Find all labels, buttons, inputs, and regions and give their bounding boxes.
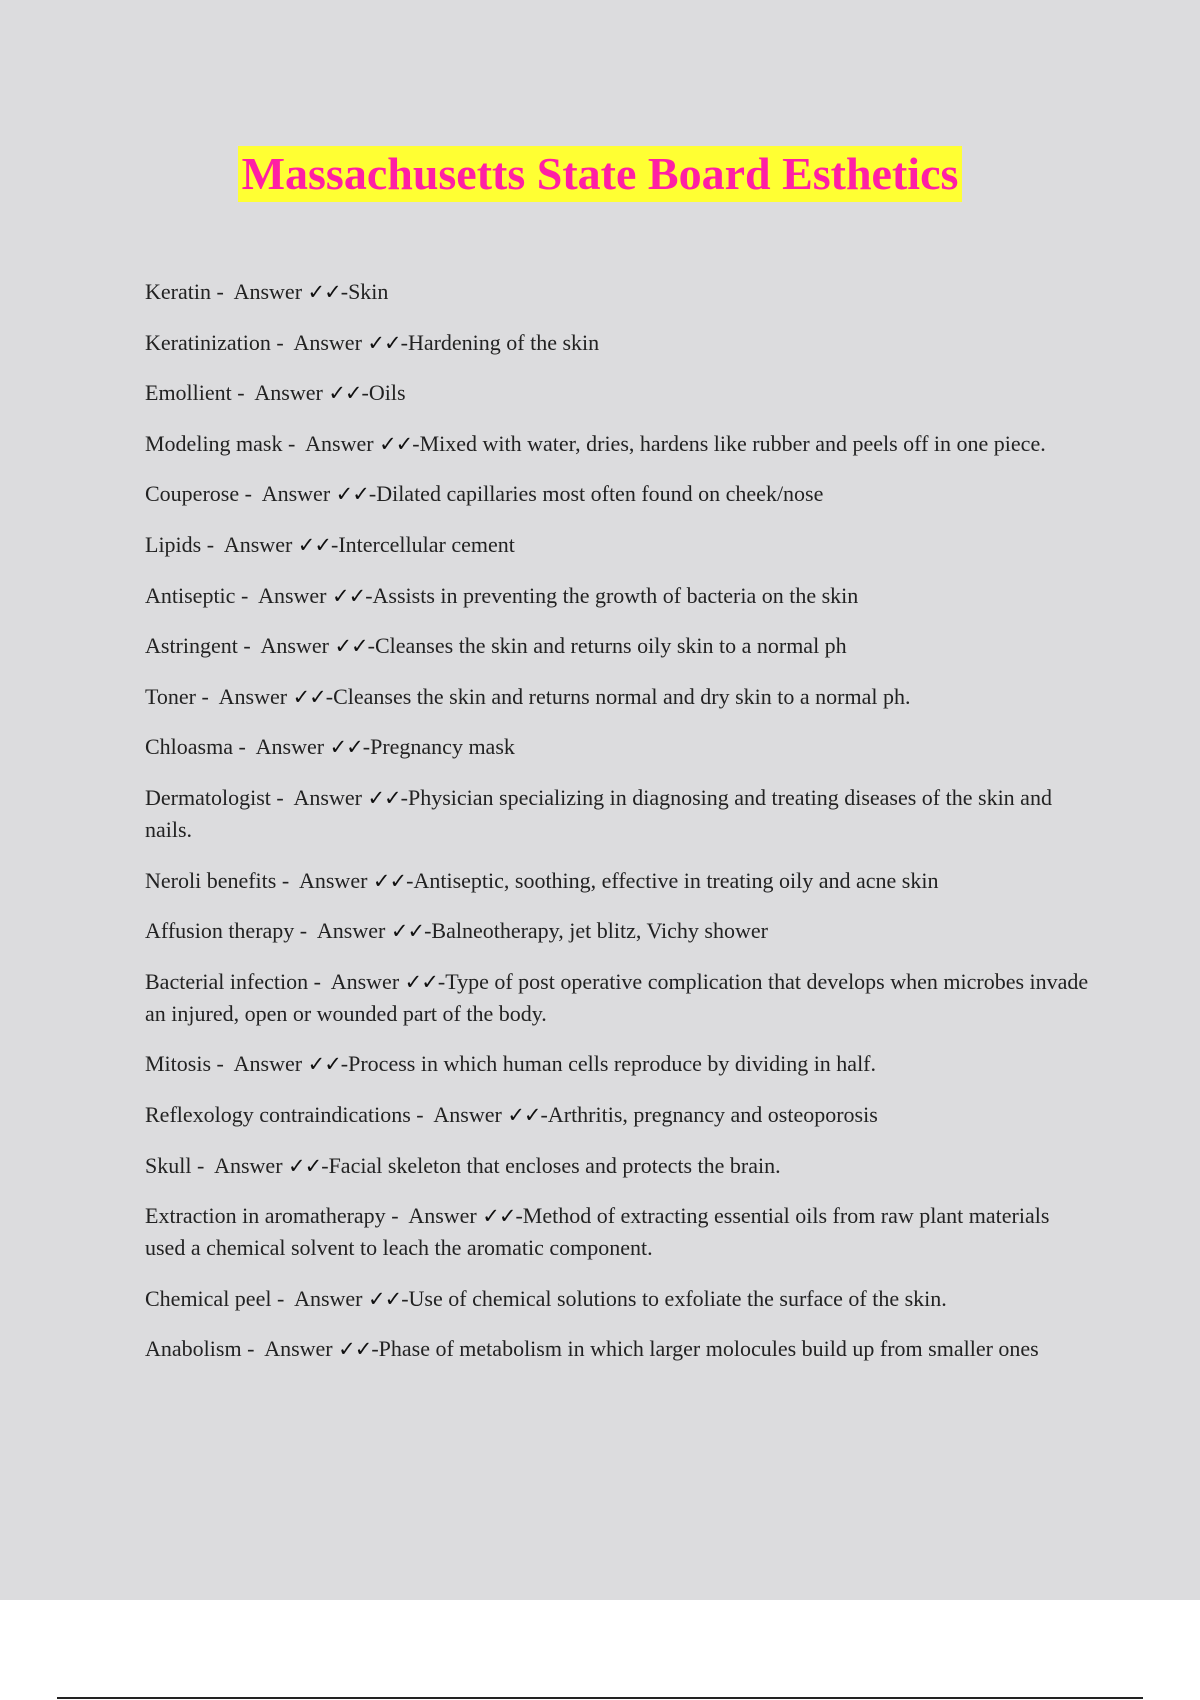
qa-item: Emollient - Answer ✓✓-Oils (145, 380, 406, 406)
qa-item: Dermatologist - Answer ✓✓-Physician specializing in diagnosing and treating diseases of the skin and nails. (145, 784, 1052, 842)
qa-answer: Process in which human cells reproduce by dividing in half. (348, 1051, 877, 1077)
double-check-icon: ✓✓ (404, 969, 438, 994)
qa-answer: Antiseptic, soothing, effective in treating oily and acne skin (413, 867, 939, 893)
answer-label: Answer (305, 430, 374, 456)
qa-term: Emollient (145, 380, 232, 406)
qa-term: Extraction in aromatherapy (145, 1203, 386, 1229)
qa-separator: - (270, 784, 294, 810)
answer-label: Answer (293, 329, 362, 355)
qa-item: Couperose - Answer ✓✓-Dilated capillaries most often found on cheek/nose (145, 481, 824, 507)
double-check-icon: ✓✓ (379, 431, 413, 456)
qa-answer: Facial skeleton that encloses and protects the brain. (328, 1152, 781, 1178)
qa-item: Keratinization - Answer ✓✓-Hardening of the skin (145, 329, 600, 355)
double-check-icon: ✓✓ (372, 868, 407, 893)
qa-answer: Assists in preventing the growth of bacteria on the skin (372, 582, 859, 608)
qa-separator: - (308, 968, 331, 994)
answer-label: Answer (298, 867, 368, 893)
qa-term: Keratinization (145, 329, 271, 355)
double-check-icon: ✓✓ (482, 1204, 516, 1229)
qa-item: Neroli benefits - Answer ✓✓-Antiseptic, soothing, effective in treating oily and acne skin (145, 867, 939, 893)
answer-label: Answer (214, 1152, 283, 1178)
qa-term: Mitosis (145, 1051, 212, 1077)
qa-answer: Pregnancy mask (370, 734, 515, 760)
qa-term: Toner (145, 683, 196, 709)
qa-answer: Intercellular cement (338, 531, 515, 557)
qa-term: Bacterial infection (145, 968, 309, 994)
answer-label: Answer (316, 918, 386, 944)
footer-divider (57, 1697, 1143, 1699)
qa-item: Antiseptic - Answer ✓✓-Assists in preventing the growth of bacteria on the skin (145, 582, 859, 608)
answer-label: Answer (330, 968, 400, 994)
qa-answer: Cleanses the skin and returns normal and dry skin to a normal ph. (333, 683, 911, 709)
double-check-icon: ✓✓ (368, 1286, 402, 1311)
double-check-icon: ✓✓ (307, 280, 341, 304)
qa-answer: Use of chemical solutions to exfoliate the surface of the skin. (408, 1285, 947, 1311)
double-check-icon: ✓✓ (297, 532, 331, 557)
qa-separator: - (270, 329, 294, 355)
qa-answer: Mixed with water, dries, hardens like rubber and peels off in one piece. (419, 430, 1046, 456)
double-check-icon: ✓✓ (288, 1153, 322, 1178)
answer-label: Answer (233, 279, 303, 304)
qa-answer: Balneotherapy, jet blitz, Vichy shower (431, 918, 768, 944)
answer-label: Answer (294, 1285, 363, 1311)
answer-label: Answer (255, 734, 325, 760)
qa-answer: Phase of metabolism in which larger molocules build up from smaller ones (378, 1336, 1039, 1362)
answer-label: Answer (408, 1203, 477, 1229)
qa-item: Anabolism - Answer ✓✓-Phase of metabolism in which larger molocules build up from smaller ones (145, 1336, 1039, 1362)
answer-label: Answer (260, 633, 329, 659)
qa-separator: - (231, 380, 255, 406)
qa-term: Antiseptic (145, 582, 236, 608)
qa-separator: - (211, 1051, 234, 1077)
qa-item: Affusion therapy - Answer ✓✓-Balneotherapy, jet blitz, Vichy shower (145, 918, 768, 944)
qa-item: Extraction in aromatherapy - Answer ✓✓-Method of extracting essential oils from raw plant materials used a chemical solvent to leach the aromatic component. (145, 1203, 1050, 1261)
qa-term: Anabolism (145, 1336, 242, 1362)
answer-label: Answer (264, 1336, 333, 1362)
double-check-icon: ✓✓ (329, 735, 363, 760)
double-check-icon: ✓✓ (332, 583, 366, 608)
answer-label: Answer (261, 481, 331, 507)
qa-separator: - (237, 633, 261, 659)
qa-separator: - (196, 683, 219, 709)
qa-term: Dermatologist (145, 784, 271, 810)
qa-answer: Arthritis, pregnancy and osteoporosis (547, 1101, 878, 1127)
qa-separator: - (294, 918, 317, 944)
title-container (0, 146, 1200, 202)
qa-term: Couperose (145, 481, 240, 507)
qa-separator: - (385, 1203, 409, 1229)
qa-item: Skull - Answer ✓✓-Facial skeleton that encloses and protects the brain. (145, 1152, 781, 1178)
qa-term: Neroli benefits (145, 867, 277, 893)
qa-separator: - (239, 481, 262, 507)
answer-label: Answer (258, 582, 327, 608)
qa-item: Mitosis - Answer ✓✓-Process in which human cells reproduce by dividing in half. (145, 1051, 877, 1077)
answer-label: Answer (223, 531, 293, 557)
qa-item: Keratin - Answer ✓✓-Skin (145, 279, 389, 304)
qa-term: Chemical peel (145, 1285, 272, 1311)
qa-separator: - (235, 582, 259, 608)
answer-label: Answer (293, 784, 362, 810)
answer-label: Answer (433, 1101, 502, 1127)
qa-term: Astringent (145, 633, 238, 659)
qa-answer: Type of post operative complication that develops when microbes invade an injured, open or wounded part of the body. (145, 968, 1089, 1026)
double-check-icon: ✓✓ (334, 634, 368, 659)
qa-term: Keratin (145, 279, 211, 304)
qa-item: Astringent - Answer ✓✓-Cleanses the skin and returns oily skin to a normal ph (145, 633, 847, 659)
qa-separator: - (233, 734, 256, 760)
double-check-icon: ✓✓ (335, 482, 369, 507)
qa-answer: Oils (368, 380, 406, 406)
qa-item: Modeling mask - Answer ✓✓-Mixed with water, dries, hardens like rubber and peels off in one piece. (145, 430, 1046, 456)
answer-label: Answer (233, 1051, 303, 1077)
double-check-icon: ✓✓ (507, 1102, 541, 1127)
qa-term: Affusion therapy (145, 918, 295, 944)
qa-term: Reflexology contraindications (145, 1101, 411, 1127)
answer-label: Answer (218, 683, 288, 709)
double-check-icon: ✓✓ (292, 684, 326, 709)
qa-item: Reflexology contraindications - Answer ✓✓-Arthritis, pregnancy and osteoporosis (145, 1101, 878, 1127)
qa-separator: - (241, 1336, 265, 1362)
qa-answer: Method of extracting essential oils from raw plant materials used a chemical solvent to leach the aromatic component. (145, 1203, 1050, 1261)
document-title: Massachusetts State Board Esthetics (238, 146, 963, 202)
double-check-icon: ✓✓ (338, 1337, 372, 1362)
qa-item: Chloasma - Answer ✓✓-Pregnancy mask (145, 734, 515, 760)
qa-item: Bacterial infection - Answer ✓✓-Type of post operative complication that develops when microbes invade an injured, open or wounded part of the body. (145, 968, 1089, 1026)
qa-answer: Dilated capillaries most often found on cheek/nose (376, 481, 824, 507)
qa-term: Chloasma (145, 734, 233, 760)
qa-separator: - (210, 279, 234, 304)
qa-item: Chemical peel - Answer ✓✓-Use of chemical solutions to exfoliate the surface of the skin. (145, 1285, 947, 1311)
double-check-icon: ✓✓ (367, 330, 401, 355)
double-check-icon: ✓✓ (390, 919, 425, 944)
double-check-icon: ✓✓ (328, 381, 362, 406)
qa-separator: - (201, 531, 224, 557)
qa-list (145, 276, 1090, 1384)
qa-term: Modeling mask (145, 430, 283, 456)
qa-separator: - (282, 430, 306, 456)
double-check-icon: ✓✓ (307, 1052, 341, 1077)
qa-answer: Physician specializing in diagnosing and treating diseases of the skin and nails. (145, 784, 1052, 842)
qa-separator: - (191, 1152, 215, 1178)
double-check-icon: ✓✓ (367, 785, 401, 810)
qa-term: Lipids (145, 531, 202, 557)
qa-answer: Hardening of the skin (407, 329, 600, 355)
qa-separator: - (276, 867, 299, 893)
qa-item: Toner - Answer ✓✓-Cleanses the skin and returns normal and dry skin to a normal ph. (145, 683, 911, 709)
qa-separator: - (271, 1285, 295, 1311)
qa-answer: Skin (348, 279, 389, 304)
qa-separator: - (410, 1101, 434, 1127)
qa-item: Lipids - Answer ✓✓-Intercellular cement (145, 531, 515, 557)
qa-term: Skull (145, 1152, 192, 1178)
qa-answer: Cleanses the skin and returns oily skin to a normal ph (374, 633, 847, 659)
answer-label: Answer (254, 380, 323, 406)
